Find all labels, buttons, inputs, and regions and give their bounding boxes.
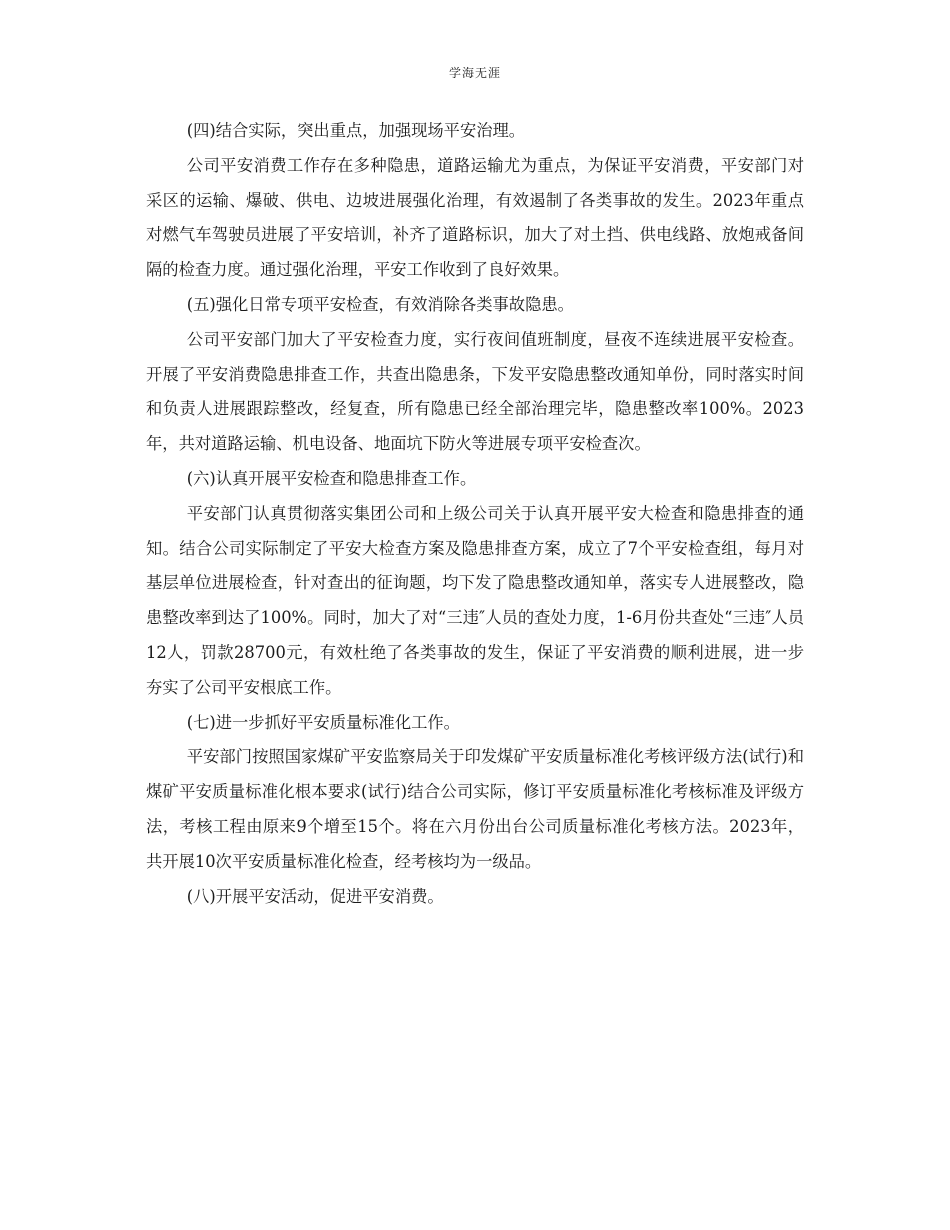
body-paragraph: 平安部门按照国家煤矿平安监察局关于印发煤矿平安质量标准化考核评级方法(试行)和煤矿平安质量标准化根本要求(试行)结合公司实际，修订平安质量标准化考核标准及评级方法，考核工程由原来9个增至15个。将在六月份出台公司质量标准化考核方法。2023年，共开展10次平安质量标准化检查，经考核均为一级品。 bbox=[146, 747, 804, 871]
body-paragraph: 平安部门认真贯彻落实集团公司和上级公司关于认真开展平安大检查和隐患排查的通知。结合公司实际制定了平安大检查方案及隐患排查方案，成立了7个平安检查组，每月对基层单位进展检查，针对查出的征询题，均下发了隐患整改通知单，落实专人进展整改，隐患整改率到达了100%。同时，加大了对“三违″人员的查处力度，1-6月份共查处“三违″人员12人，罚款28700元，有效杜绝了各类事故的发生，保证了平安消费的顺利进展，进一步夯实了公司平安根底工作。 bbox=[146, 503, 804, 697]
section-heading-4: (四)结合实际，突出重点，加强现场平安治理。 bbox=[186, 121, 526, 140]
section-heading-6: (六)认真开展平安检查和隐患排查工作。 bbox=[186, 468, 477, 488]
page-header: 学海无涯 bbox=[448, 66, 501, 80]
document-body bbox=[146, 114, 804, 914]
section-heading-5: (五)强化日常专项平安检查，有效消除各类事故隐患。 bbox=[186, 294, 574, 314]
body-paragraph: 公司平安部门加大了平安检查力度，实行夜间值班制度，昼夜不连续进展平安检查。开展了平安消费隐患排查工作，共查出隐患条，下发平安隐患整改通知单份，同时落实时间和负责人进展跟踪整改，经复查，所有隐患已经全部治理完毕，隐患整改率100%。2023年，共对道路运输、机电设备、地面坑下防火等进展专项平安检查次。 bbox=[146, 329, 804, 454]
section-heading-8: (八)开展平安活动，促进平安消费。 bbox=[186, 886, 444, 906]
section-heading-7: (七)进一步抓好平安质量标准化工作。 bbox=[186, 712, 460, 732]
body-paragraph: 公司平安消费工作存在多种隐患，道路运输尤为重点，为保证平安消费，平安部门对采区的运输、爆破、供电、边坡进展强化治理，有效遏制了各类事故的发生。2023年重点对燃气车驾驶员进展了平安培训，补齐了道路标识，加大了对土挡、供电线路、放炮戒备间隔的检查力度。通过强化治理，平安工作收到了良好效果。 bbox=[146, 155, 804, 280]
